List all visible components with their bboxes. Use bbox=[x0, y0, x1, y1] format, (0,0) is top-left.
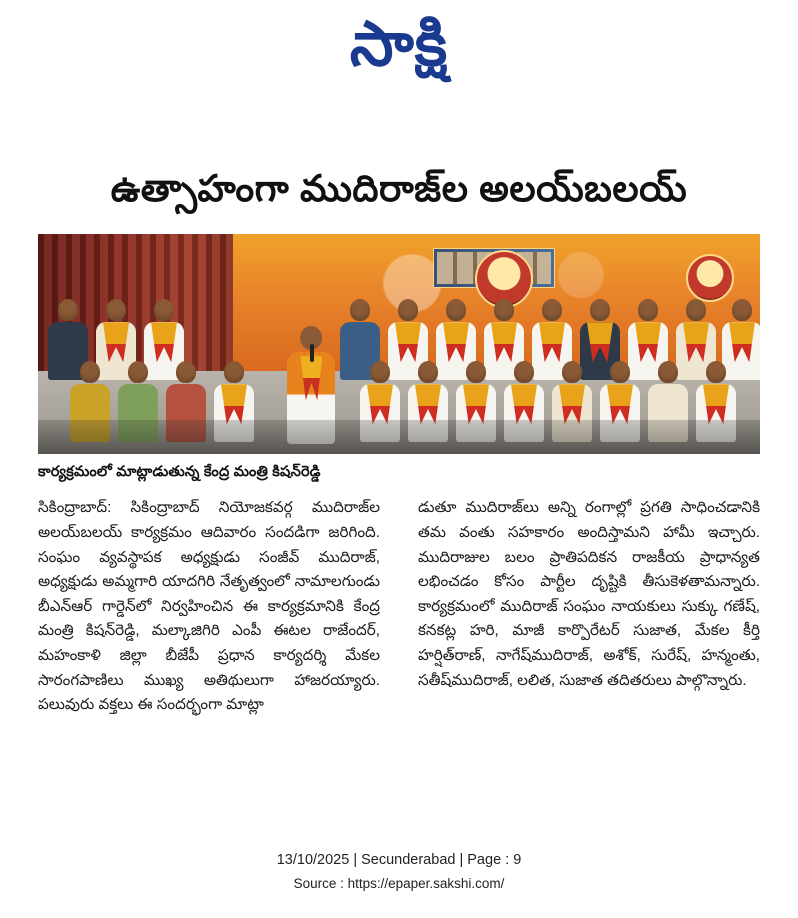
article-paragraph: డుతూ ముదిరాజ్‌లు అన్ని రంగాల్లో ప్రగతి సాధించడానికి తమ వంతు సహకారం అందిస్తామని హామీ ఇచ్చారు. ముదిరాజుల బలం ప్రాతిపదికన రాజకీయ ప్రాధాన్యత లభించడం కోసం పార్టీల దృష్టికి తీసుకెళతామన్నారు. కార్యక్రమంలో ముదిరాజ్‌ సంఘం నాయకులు సుక్కు గణేష్‌, కనకట్ల హరి, మాజీ కార్పొరేటర్‌ సుజాత, మేకల కీర్తి హర్షిత్‌రాణ్‌, నాగేష్‌ముదిరాజ్‌, అశోక్‌, సురేష్‌, హన్మంతు, సతీష్‌ముదిరాజ్‌, లలిత, సుజాత తదితరులు పాల్గొన్నారు. bbox=[418, 499, 760, 689]
article-paragraph: సికింద్రాబాద్‌: సికింద్రాబాద్‌ నియోజకవర్గ ముదిరాజ్‌ల అలయ్‌బలయ్‌ కార్యక్రమం ఆదివారం సందడిగా జరిగింది. సంఘం వ్యవస్థాపక అధ్యక్షుడు సంజీవ్‌ ముదిరాజ్‌, అధ్యక్షుడు అమ్మగారి యాదగిరి నేతృత్వంలో నామాలగుండు బీఎన్‌ఆర్‌ గార్డెన్‌లో నిర్వహించిన ఈ కార్యక్రమానికి కేంద్ర మంత్రి కిషన్‌రెడ్డి, మల్కాజిగిరి ఎంపీ ఈటల రాజేందర్‌, మహంకాళి జిల్లా బీజేపీ ప్రధాన కార్యదర్శి మేకల సారంగపాణిలు ముఖ్య అతిథులుగా హాజరయ్యారు. పలువురు వక్తలు ఈ సందర్భంగా మాట్లా bbox=[38, 499, 380, 714]
article-headline: ఉత్సాహంగా ముదిరాజ్‌ల అలయ్‌బలయ్ bbox=[110, 168, 688, 209]
photo-caption: కార్యక్రమంలో మాట్లాడుతున్న కేంద్ర మంత్రి కిషన్‌రెడ్డి bbox=[38, 464, 321, 481]
article-column-left bbox=[38, 496, 380, 718]
footer-source: Source : https://epaper.sakshi.com/ bbox=[293, 876, 505, 892]
footer-meta: 13/10/2025 | Secunderabad | Page : 9 bbox=[276, 852, 522, 869]
sakshi-logo: సాక్షి bbox=[349, 10, 449, 79]
front-chairs bbox=[38, 420, 760, 454]
masthead bbox=[38, 0, 760, 100]
article-photo bbox=[38, 234, 760, 454]
clipping-footer bbox=[0, 848, 798, 896]
article-body bbox=[38, 496, 760, 718]
article-column-right bbox=[418, 496, 760, 718]
photo-illustration bbox=[38, 234, 760, 454]
